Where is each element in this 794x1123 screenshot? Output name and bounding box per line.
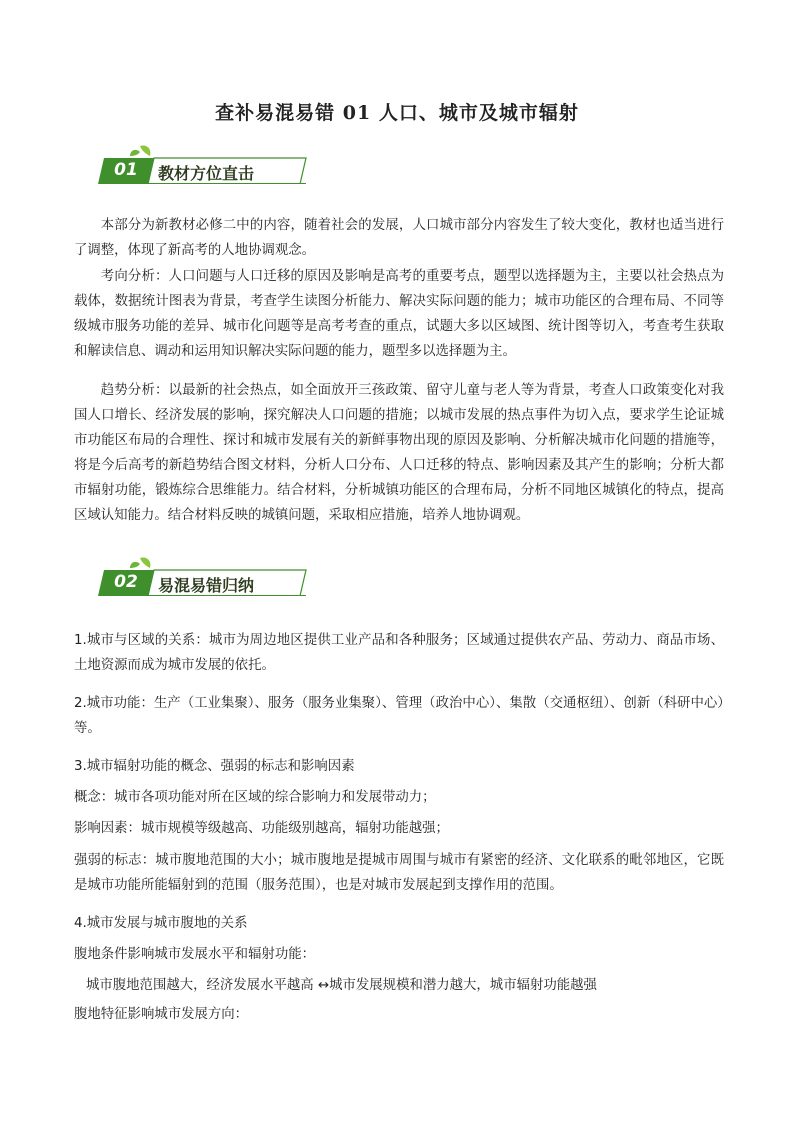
- item-2: 2.城市功能：生产（工业集聚）、服务（服务业集聚）、管理（政治中心）、集散（交通枢纽）、创新（科研中心）等。: [74, 696, 724, 736]
- item-concept: 概念：城市各项功能对所在区域的综合影响力和发展带动力；: [74, 790, 436, 805]
- section-title: 教材方位直击: [158, 164, 255, 183]
- item-sign: 强弱的标志：城市腹地范围的大小；城市腹地是提城市周围与城市有紧密的经济、文化联系的毗邻地区，它既是城市功能所能辐射到的范围（服务范围），也是对城市发展起到支撑作用的范围。: [74, 853, 724, 893]
- leaf-icon: [140, 145, 150, 156]
- section-number: 02: [114, 572, 138, 592]
- item-hinterland-feature: 腹地特征影响城市发展方向：: [74, 1007, 249, 1022]
- section-header-02: [96, 556, 326, 596]
- qushi-paragraph: 趋势分析：以最新的社会热点，如全面放开三孩政策、留守儿童与老人等为背景，考查人口政策变化对我国人口增长、经济发展的影响，探究解决人口问题的措施；以城市发展的热点事件为切入点，要求学生论证城市功能区布局的合理性、探讨和城市发展有关的新鲜事物出现的原因及影响、分析解决城市化问题的措施等，将是今后高考的新趋势结合图文材料，分析人口分布、人口迁移的特点、影响因素及其产生的影响；分析大都市辐射功能，锻炼综合思维能力。结合材料，分析城镇功能区的合理布局，分析不同地区城镇化的特点，提高区域认知能力。结合材料反映的城镇问题，采取相应措施，培养人地协调观。: [74, 383, 724, 523]
- leaf-icon-2: [130, 150, 140, 156]
- item-1: 1.城市与区域的关系：城市为周边地区提供工业产品和各种服务；区域通过提供农产品、劳动力、商品市场、土地资源而成为城市发展的依托。: [74, 633, 724, 673]
- page-title: 查补易混易错 01 人口、城市及城市辐射: [215, 102, 579, 124]
- section-header-01: [96, 144, 326, 184]
- intro-paragraph: 本部分为新教材必修二中的内容，随着社会的发展，人口城市部分内容发生了较大变化，教材也适当进行了调整，体现了新高考的人地协调观念。: [74, 218, 724, 258]
- section-number: 01: [114, 160, 138, 180]
- kaoxiang-paragraph: 考向分析：人口问题与人口迁移的原因及影响是高考的重要考点，题型以选择题为主，主要以社会热点为载体，数据统计图表为背景，考查学生读图分析能力、解决实际问题的能力；城市功能区的合理布局、不同等级城市服务功能的差异、城市化问题等是高考考查的重点，试题大多以区域图、统计图等切入，考查考生获取和解读信息、调动和运用知识解决实际问题的能力，题型多以选择题为主。: [74, 269, 724, 359]
- item-relation: 城市腹地范围越大，经济发展水平越高 ↔城市发展规模和潜力越大，城市辐射功能越强: [86, 978, 597, 993]
- item-factors: 影响因素：城市规模等级越高、功能级别越高，辐射功能越强；: [74, 821, 449, 836]
- leaf-icon-2: [130, 562, 140, 568]
- item-hinterland-condition: 腹地条件影响城市发展水平和辐射功能：: [74, 947, 316, 962]
- item-4-heading: 4.城市发展与城市腹地的关系: [74, 916, 248, 931]
- section-title: 易混易错归纳: [158, 576, 255, 595]
- leaf-icon: [140, 557, 150, 568]
- item-3-heading: 3.城市辐射功能的概念、强弱的标志和影响因素: [74, 759, 355, 774]
